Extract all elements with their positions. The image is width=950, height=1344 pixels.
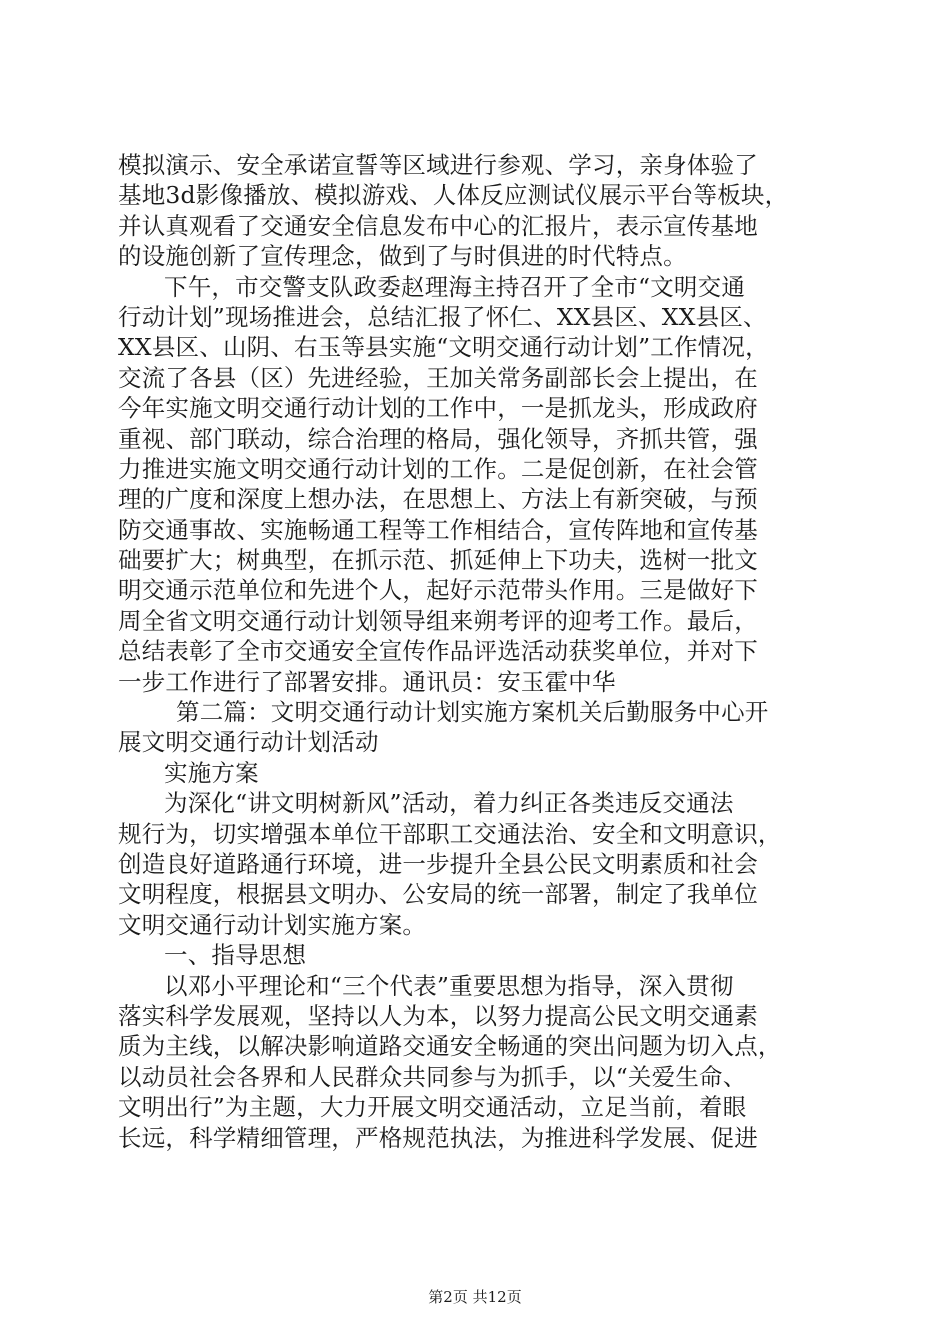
text-line: 长远，科学精细管理，严格规范执法，为推进科学发展、促进 xyxy=(118,1123,758,1152)
text-line: 以动员社会各界和人民群众共同参与为抓手，以“关爱生命、 xyxy=(118,1062,747,1091)
text-line: XX县区、山阴、右玉等县实施“文明交通行动计划”工作情况， xyxy=(118,333,769,362)
section-heading: 展文明交通行动计划活动 xyxy=(118,728,379,757)
document-body xyxy=(118,150,838,1153)
section-heading: 第二篇：文明交通行动计划实施方案机关后勤服务中心开 xyxy=(176,698,769,727)
text-line: 规行为，切实增强本单位干部职工交通法治、安全和文明意识， xyxy=(118,819,782,848)
text-line: 总结表彰了全市交通安全宣传作品评选活动获奖单位，并对下 xyxy=(118,637,758,666)
text-line: 以邓小平理论和“三个代表”重要思想为指导，深入贯彻 xyxy=(164,971,734,1000)
text-line: 重视、部门联动，综合治理的格局，强化领导，齐抓共管，强 xyxy=(118,424,758,453)
text-line: 为深化“讲文明树新风”活动，着力纠正各类违反交通法 xyxy=(164,789,734,818)
section-subtitle: 实施方案 xyxy=(164,758,259,787)
text-line: 模拟演示、安全承诺宣誓等区域进行参观、学习，亲身体验了 xyxy=(118,151,758,179)
text-line: 文明程度，根据县文明办、公安局的统一部署，制定了我单位 xyxy=(118,880,758,909)
text-line: 文明出行”为主题，大力开展文明交通活动，立足当前，着眼 xyxy=(118,1093,747,1122)
text-line: 防交通事故、实施畅通工程等工作相结合，宣传阵地和宣传基 xyxy=(118,515,758,544)
text-line: 并认真观看了交通安全信息发布中心的汇报片，表示宣传基地 xyxy=(118,211,758,240)
text-line: 行动计划”现场推进会，总结汇报了怀仁、XX县区、XX县区、 xyxy=(118,302,767,331)
text-line: 明交通示范单位和先进个人，起好示范带头作用。三是做好下 xyxy=(118,576,758,605)
text-line: 今年实施文明交通行动计划的工作中，一是抓龙头，形成政府 xyxy=(118,394,758,423)
subsection-heading: 一、指导思想 xyxy=(164,941,307,970)
text-line: 质为主线，以解决影响道路交通安全畅通的突出问题为切入点， xyxy=(118,1032,782,1061)
text-line: 创造良好道路通行环境，进一步提升全县公民文明素质和社会 xyxy=(118,849,758,878)
text-line: 力推进实施文明交通行动计划的工作。二是促创新，在社会管 xyxy=(118,454,758,483)
text-line: 理的广度和深度上想办法，在思想上、方法上有新突破，与预 xyxy=(118,485,758,514)
page-number-footer: 第2页 共12页 xyxy=(428,1288,522,1306)
text-line: 下午，市交警支队政委赵理海主持召开了全市“文明交通 xyxy=(164,272,746,301)
text-line: 落实科学发展观，坚持以人为本，以努力提高公民文明交通素 xyxy=(118,1001,758,1030)
text-line: 周全省文明交通行动计划领导组来朔考评的迎考工作。最后， xyxy=(118,606,758,635)
text-line: 的设施创新了宣传理念，做到了与时俱进的时代特点。 xyxy=(118,242,687,271)
text-line: 交流了各县（区）先进经验，王加关常务副部长会上提出，在 xyxy=(118,363,758,392)
text-line: 文明交通行动计划实施方案。 xyxy=(118,910,427,939)
text-line: 一步工作进行了部署安排。通讯员：安玉霍中华 xyxy=(118,667,616,696)
text-line: 基地3d影像播放、模拟游戏、人体反应测试仪展示平台等板块， xyxy=(118,181,789,210)
text-line: 础要扩大；树典型，在抓示范、抓延伸上下功夫，选树一批文 xyxy=(118,546,758,575)
